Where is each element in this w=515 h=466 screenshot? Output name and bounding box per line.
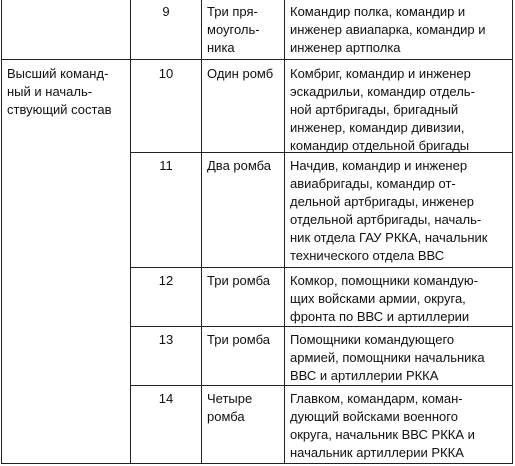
position-line: инженер авиапарка, командир и [290, 22, 486, 37]
positions-cell [290, 3, 486, 57]
insignia-cell [207, 390, 252, 426]
insignia-line: ника [207, 40, 235, 55]
positions-cell [290, 65, 475, 155]
position-line: Начдив, командир и инженер [290, 158, 468, 173]
position-line: ВВС и артиллерии РККА [290, 368, 439, 383]
column-divider-right [512, 0, 513, 464]
insignia-line: Один ромб [207, 66, 274, 81]
insignia-line: моуголь- [207, 22, 260, 37]
position-line: ной артбригады, бригадный [290, 102, 459, 117]
position-line: ник отдела ГАУ РККА, начальник [290, 230, 488, 245]
position-line: отдельной артбригады, началь- [290, 212, 482, 227]
positions-cell [290, 272, 478, 326]
insignia-line: Три пря- [207, 4, 258, 19]
position-line: инженер артполка [290, 40, 401, 55]
row-divider [130, 267, 513, 268]
position-line: командир отдельной бригады [290, 138, 470, 153]
row-divider [130, 385, 513, 386]
insignia-cell [207, 331, 270, 349]
position-line: начальник артиллерии РККА [290, 445, 464, 460]
insignia-line: Два ромба [207, 158, 272, 173]
position-line: эскадрильи, командир отдель- [290, 84, 475, 99]
position-line: технического отдела ВВС [290, 248, 445, 263]
positions-cell [290, 331, 485, 385]
position-line: Главком, командарм, коман- [290, 391, 463, 406]
insignia-cell [207, 272, 270, 290]
rank-number: 11 [159, 158, 173, 173]
insignia-line: Три ромба [207, 273, 270, 288]
position-line: Командир полка, командир и [290, 4, 466, 19]
rank-number: 13 [158, 332, 174, 347]
rank-number: 10 [158, 66, 174, 81]
positions-cell [290, 390, 475, 462]
position-line: дующий войсками военного [290, 409, 458, 424]
rank-number: 12 [158, 273, 174, 288]
insignia-line: Четыре [207, 391, 253, 406]
insignia-cell [207, 65, 273, 83]
position-line: Комкор, помощники командую- [290, 273, 478, 288]
position-line: округа, начальник ВВС РККА и [290, 427, 475, 442]
group-label [7, 65, 111, 119]
positions-cell [290, 157, 487, 265]
position-line: фронта по ВВС и артиллерии [290, 309, 470, 324]
group-label-line: ный и началь- [7, 84, 93, 99]
position-line: инженер, командир дивизии, [290, 120, 465, 135]
row-divider [1, 59, 513, 60]
row-divider [130, 326, 513, 327]
insignia-line: Три ромба [207, 332, 270, 347]
insignia-cell [207, 157, 271, 175]
group-label-line: Высший команд- [7, 66, 109, 81]
rank-table [1, 0, 513, 464]
rank-number: 9 [162, 4, 170, 19]
group-label-line: ствующий состав [7, 102, 112, 117]
rank-number: 14 [158, 391, 174, 406]
row-divider-bottom [1, 463, 513, 464]
insignia-line: ромба [207, 409, 245, 424]
position-line: авиабригады, командир от- [290, 176, 456, 191]
position-line: армией, помощники начальника [290, 350, 485, 365]
position-line: Помощники командующего [290, 332, 455, 347]
position-line: Комбриг, командир и инженер [290, 66, 471, 81]
column-divider-3 [284, 0, 285, 464]
position-line: щих войсками армии, округа, [290, 291, 466, 306]
insignia-cell [207, 3, 260, 57]
column-divider-left [1, 0, 2, 464]
position-line: дельной артбригады, инженер [290, 194, 474, 209]
